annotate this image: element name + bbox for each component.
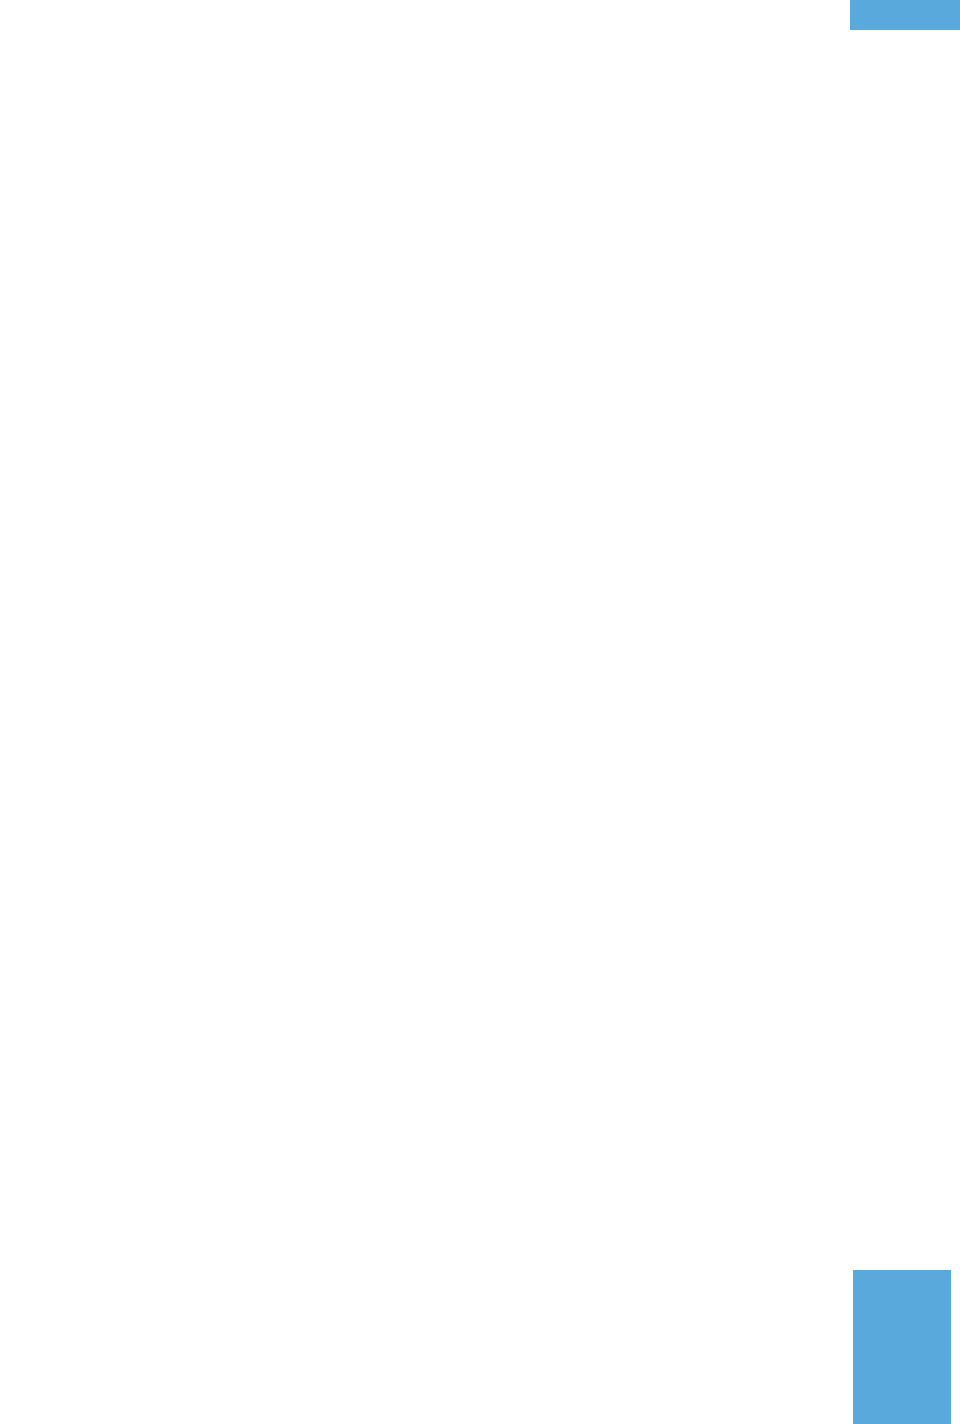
- page-number-box: [853, 1270, 951, 1424]
- header-accent-tab: [850, 0, 960, 30]
